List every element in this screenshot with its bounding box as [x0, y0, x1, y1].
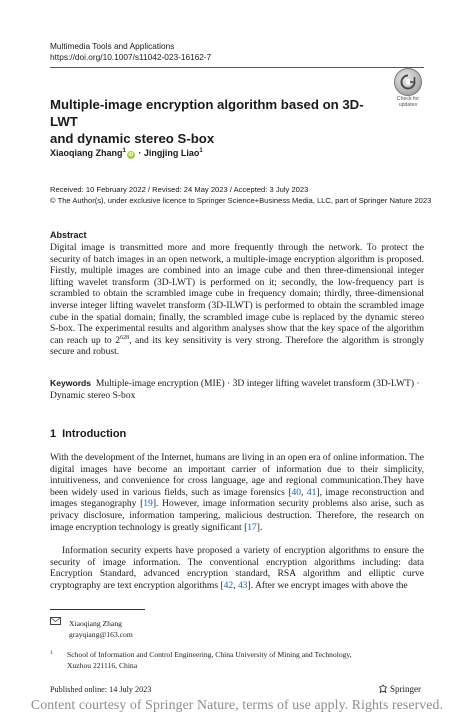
- check-for-updates-icon: [394, 68, 422, 96]
- p2-comma: ,: [233, 579, 238, 591]
- section-number: 1: [50, 428, 57, 440]
- courtesy-watermark: Content courtesy of Springer Nature, terms of use apply. Rights reserved.: [30, 697, 444, 712]
- citation-link[interactable]: 19: [143, 498, 153, 510]
- paper-title: [50, 96, 380, 147]
- published-date: Published online: 14 July 2023: [50, 685, 152, 694]
- author-1[interactable]: Xiaoqiang Zhang: [50, 148, 123, 158]
- keywords-text: Multiple-image encryption (MIE) · 3D integer lifting wavelet transform (3D-LWT) · Dynamic stereo S-box: [50, 378, 420, 401]
- abstract-text-1: Digital image is transmitted more and more frequently through the network. To protect the security of batch images in an open network, a multiple-image encryption algorithm is proposed. Firstly, multiple images are combined into an image cube and then three-dimensional integer lifting wavelet transform (3D-LWT) is performed on it; secondly, the low-frequency part is scrambled to obtain the scrambled image cube in frequency domain; thirdly, three-dimensional inverse integer lifting wavelet transform (3D-ILWT) is performed to obtain the scrambled image cube in the spatial domain; finally, the scrambled image cube is replaced by the dynamic stereo S-box. The experimental results and algorithm analyses show that the key space of the algorithm can reach up to 2: [50, 242, 424, 346]
- section-title: Introduction: [62, 428, 127, 440]
- corresponding-author: [50, 617, 133, 640]
- check-for-updates-badge[interactable]: [393, 68, 423, 108]
- author-separator: ·: [135, 148, 144, 158]
- article-dates: [50, 185, 431, 206]
- p2-text-a: Information security experts have proposed a variety of encryption algorithms to ensure the security of image information. The conventional encryption algorithms including: data Encryption Standard, advanced encryption standard, RSA algorithm and elliptic curve cryptography are text encryption algorithms [: [50, 545, 424, 591]
- citation-link[interactable]: 42: [223, 579, 234, 591]
- p2-text-b: ]. After we encrypt images with above the: [247, 579, 408, 591]
- p1-text-a: With the development of the Internet, humans are living in an open era of online information. The digital images have become an important carrier of information due to their simplicity, intuitiveness, and convenience for cross language, age and regional communication.They have been widely used in various fields, such as image forensics [: [50, 452, 424, 498]
- title-line1: Multiple-image encryption algorithm based on 3D-LWT: [50, 97, 364, 129]
- abstract-exponent: 628: [120, 334, 130, 341]
- springer-horse-icon: [378, 684, 388, 696]
- header-rule: [50, 67, 424, 68]
- author-list: [50, 148, 203, 159]
- citation-link[interactable]: 43: [237, 579, 248, 591]
- citation-link[interactable]: 41: [306, 486, 317, 498]
- dates-line: Received: 10 February 2022 / Revised: 24 May 2023 / Accepted: 3 July 2023: [50, 185, 309, 194]
- abstract-heading: Abstract: [50, 230, 87, 240]
- citation-link[interactable]: 17: [247, 521, 257, 533]
- affiliation-line1: School of Information and Control Engineering, China University of Mining and Technology,: [67, 650, 352, 659]
- badge-line1: Check for: [396, 96, 420, 102]
- author-1-affil: 1: [122, 148, 126, 154]
- abstract-text-2: , and its key sensitivity is very strong. Therefore the algorithm is strongly secure and robust.: [50, 334, 424, 358]
- orcid-icon[interactable]: iD: [128, 152, 134, 158]
- keywords: [50, 378, 424, 401]
- journal-name: Multimedia Tools and Applications: [50, 41, 175, 51]
- p1-text-d: ].: [256, 521, 263, 533]
- citation-link[interactable]: 40: [291, 486, 302, 498]
- title-line2: and dynamic stereo S-box: [50, 131, 215, 146]
- intro-paragraph-2: [50, 545, 424, 591]
- contact-email[interactable]: grayqiang@163.com: [69, 629, 133, 639]
- publisher-logo: [378, 684, 421, 696]
- mail-icon: [50, 617, 61, 625]
- intro-paragraph-1: [50, 452, 424, 533]
- journal-header: [50, 41, 211, 63]
- journal-doi[interactable]: https://doi.org/10.1007/s11042-023-16162-7: [50, 52, 212, 62]
- affiliation-number: 1: [50, 650, 53, 656]
- affiliation-line2: Xuzhou 221116, China: [67, 660, 138, 670]
- affiliation: [50, 648, 352, 671]
- badge-line2: updates: [398, 101, 418, 108]
- keywords-label: Keywords: [50, 378, 92, 388]
- p1-comma: ,: [301, 486, 307, 498]
- abstract-body: [50, 242, 424, 358]
- copyright-line: © The Author(s), under exclusive licence to Springer Science+Business Media, LLC, part of Springer Nature 2023: [50, 195, 432, 205]
- section-heading-introduction: [50, 428, 126, 440]
- footnote-rule: [50, 609, 145, 610]
- contact-name: Xiaoqiang Zhang: [69, 619, 122, 628]
- author-2-affil: 1: [199, 148, 203, 154]
- author-2[interactable]: Jingjing Liao: [143, 148, 200, 158]
- publisher-name: Springer: [390, 684, 421, 694]
- p1-text-b: ], image reconstruction and images steganography [: [50, 486, 424, 510]
- p1-text-c: ]. However, image information security problems also arise, such as privacy disclosure, information tampering, malicious destruction. Therefore, the research on image encryption technology is greatly significant [: [50, 498, 424, 533]
